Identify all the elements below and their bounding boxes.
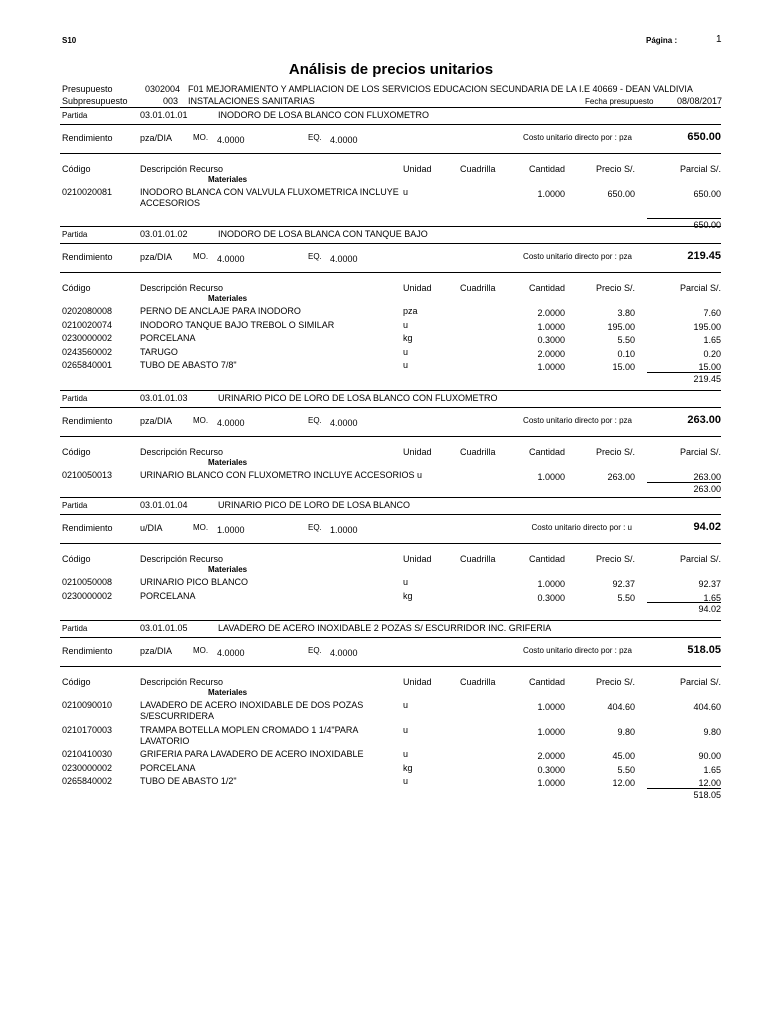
item-descripcion: PORCELANA	[140, 762, 196, 773]
partida-code: 03.01.01.01	[140, 110, 188, 120]
item-codigo: 0210410030	[62, 749, 113, 760]
partida-code: 03.01.01.03	[140, 393, 188, 403]
item-parcial: 195.00	[693, 321, 721, 332]
subtotal-rule	[647, 602, 721, 603]
partida-divider	[60, 407, 721, 408]
col-header-codigo: Código	[62, 554, 91, 564]
item-codigo: 0230000002	[62, 333, 113, 344]
partida-divider	[60, 514, 721, 515]
col-header-unidad: Unidad	[403, 554, 432, 564]
partida-top-rule	[60, 226, 721, 227]
col-header-cantidad: Cantidad	[528, 447, 565, 457]
mo-label: MO.	[193, 133, 209, 142]
rendimiento-label: Rendimiento	[62, 252, 113, 262]
eq-value: 4.0000	[330, 135, 358, 145]
rendimiento-label: Rendimiento	[62, 133, 113, 143]
item-descripcion-cont: ACCESORIOS	[140, 198, 201, 208]
partida-code: 03.01.01.02	[140, 229, 188, 239]
item-parcial: 650.00	[693, 189, 721, 199]
item-descripcion: TUBO DE ABASTO 7/8"	[140, 360, 237, 371]
item-precio: 404.60	[607, 702, 635, 712]
page-number: 1	[716, 34, 722, 45]
eq-value: 4.0000	[330, 254, 358, 264]
item-unidad: u	[403, 776, 409, 787]
mo-label: MO.	[193, 523, 209, 532]
item-parcial: 404.60	[693, 702, 721, 712]
item-codigo: 0210020081	[62, 187, 113, 197]
partida-name: INODORO DE LOSA BLANCA CON TANQUE BAJO	[218, 229, 428, 239]
subtotal-rule	[647, 788, 721, 789]
materiales-heading: Materiales	[208, 688, 248, 697]
item-descripcion: INODORO BLANCA CON VALVULA FLUXOMETRICA INCLUYE	[140, 187, 399, 197]
subtotal-value: 219.45	[693, 374, 721, 384]
partida-label: Partida	[62, 394, 88, 403]
item-cantidad: 2.0000	[537, 348, 565, 359]
col-header-cuadrilla: Cuadrilla	[460, 677, 496, 687]
mo-value: 4.0000	[217, 135, 245, 145]
eq-label: EQ.	[308, 133, 322, 142]
mo-label: MO.	[193, 416, 209, 425]
item-precio: 9.80	[617, 726, 635, 737]
partida-code: 03.01.01.05	[140, 623, 188, 633]
partida-top-rule	[60, 107, 721, 108]
col-header-descripcion: Descripción Recurso	[140, 164, 224, 174]
subpresupuesto-code: 003	[163, 96, 179, 106]
rendimiento-divider	[60, 543, 721, 544]
item-unidad: pza	[403, 306, 418, 316]
item-descripcion: TRAMPA BOTELLA MOPLEN CROMADO 1 1/4"PARA	[140, 724, 359, 735]
subtotal-value: 650.00	[693, 219, 721, 230]
costo-unitario-value: 650.00	[687, 131, 721, 143]
partida-label: Partida	[62, 501, 88, 510]
item-cantidad: 1.0000	[537, 726, 565, 737]
presupuesto-code: 0302004	[145, 84, 181, 94]
col-header-parcial: Parcial S/.	[679, 447, 721, 457]
item-codigo: 0265840002	[62, 776, 113, 787]
subtotal-rule	[647, 218, 721, 219]
rendimiento-divider	[60, 272, 721, 273]
materiales-heading: Materiales	[208, 458, 248, 467]
item-descripcion: PORCELANA	[140, 590, 196, 601]
col-header-parcial: Parcial S/.	[679, 164, 721, 174]
item-unidad: kg	[403, 333, 413, 344]
partida-label: Partida	[62, 111, 88, 120]
item-descripcion: TARUGO	[140, 346, 178, 357]
materiales-heading: Materiales	[208, 175, 248, 184]
item-precio: 650.00	[607, 189, 635, 199]
rendimiento-label: Rendimiento	[62, 523, 113, 533]
col-header-codigo: Código	[62, 283, 91, 293]
item-parcial: 1.65	[703, 335, 721, 346]
mo-label: MO.	[193, 252, 209, 261]
item-parcial: 0.20	[703, 348, 721, 359]
rendimiento-label: Rendimiento	[62, 646, 113, 656]
subtotal-value: 518.05	[693, 790, 721, 800]
col-header-codigo: Código	[62, 164, 91, 174]
item-codigo: 0210050013	[62, 470, 113, 480]
item-precio: 5.50	[617, 764, 635, 775]
col-header-cantidad: Cantidad	[528, 164, 565, 174]
report-code: S10	[62, 36, 77, 45]
col-header-unidad: Unidad	[403, 677, 432, 687]
partida-top-rule	[60, 390, 721, 391]
item-codigo: 0210020074	[62, 319, 113, 330]
item-unidad: u	[403, 749, 409, 760]
presupuesto-name: F01 MEJORAMIENTO Y AMPLIACION DE LOS SERVICIOS EDUCACION SECUNDARIA DE LA I.E 40669 - DEAN VALDIVIA	[188, 84, 693, 94]
item-descripcion: TUBO DE ABASTO 1/2"	[140, 776, 237, 787]
item-cantidad: 1.0000	[537, 472, 565, 482]
item-codigo: 0230000002	[62, 762, 113, 773]
col-header-precio: Precio S/.	[595, 164, 635, 174]
item-parcial: 263.00	[693, 472, 721, 482]
item-descripcion: LAVADERO DE ACERO INOXIDABLE DE DOS POZAS	[140, 700, 364, 710]
rendimiento-divider	[60, 153, 721, 154]
col-header-cuadrilla: Cuadrilla	[460, 283, 496, 293]
item-cantidad: 1.0000	[537, 702, 565, 712]
item-codigo: 0210090010	[62, 700, 113, 710]
mo-value: 1.0000	[217, 525, 245, 535]
item-unidad: u	[403, 724, 409, 735]
item-parcial: 7.60	[703, 308, 721, 318]
col-header-codigo: Código	[62, 677, 91, 687]
item-descripcion: INODORO TANQUE BAJO TREBOL O SIMILAR	[140, 319, 335, 330]
partida-code: 03.01.01.04	[140, 500, 188, 510]
item-precio: 92.37	[612, 579, 635, 589]
item-precio: 3.80	[617, 308, 635, 318]
col-header-descripcion: Descripción Recurso	[140, 554, 224, 564]
eq-value: 4.0000	[330, 418, 358, 428]
item-precio: 45.00	[612, 751, 635, 762]
item-parcial: 1.65	[703, 592, 721, 603]
materiales-heading: Materiales	[208, 294, 248, 303]
rendimiento-label: Rendimiento	[62, 416, 113, 426]
eq-label: EQ.	[308, 252, 322, 261]
rendimiento-unit: pza/DIA	[140, 646, 173, 656]
item-cantidad: 1.0000	[537, 362, 565, 373]
col-header-unidad: Unidad	[403, 447, 432, 457]
rendimiento-unit: pza/DIA	[140, 416, 173, 426]
item-cantidad: 2.0000	[537, 751, 565, 762]
item-descripcion: URINARIO BLANCO CON FLUXOMETRO INCLUYE ACCESORIOS u	[140, 470, 423, 480]
item-parcial: 90.00	[698, 751, 721, 762]
col-header-precio: Precio S/.	[595, 677, 635, 687]
item-codigo: 0243560002	[62, 346, 113, 357]
item-descripcion-cont: S/ESCURRIDERA	[140, 711, 215, 721]
col-header-descripcion: Descripción Recurso	[140, 677, 224, 687]
item-unidad: u	[403, 187, 409, 197]
item-codigo: 0202080008	[62, 306, 113, 316]
item-descripcion-cont: LAVATORIO	[140, 735, 190, 746]
col-header-codigo: Código	[62, 447, 91, 457]
col-header-cuadrilla: Cuadrilla	[460, 554, 496, 564]
item-cantidad: 1.0000	[537, 189, 565, 199]
costo-unitario-label: Costo unitario directo por : pza	[523, 646, 632, 655]
fecha-value: 08/08/2017	[677, 96, 723, 106]
costo-unitario-label: Costo unitario directo por : pza	[523, 416, 632, 425]
col-header-precio: Precio S/.	[595, 554, 635, 564]
presupuesto-label: Presupuesto	[62, 84, 113, 94]
partida-name: LAVADERO DE ACERO INOXIDABLE 2 POZAS S/ ESCURRIDOR INC. GRIFERIA	[218, 623, 552, 633]
rendimiento-divider	[60, 436, 721, 437]
item-unidad: kg	[403, 590, 413, 601]
eq-value: 1.0000	[330, 525, 358, 535]
partida-label: Partida	[62, 230, 88, 239]
item-cantidad: 0.3000	[537, 592, 565, 603]
item-precio: 263.00	[607, 472, 635, 482]
eq-label: EQ.	[308, 646, 322, 655]
col-header-unidad: Unidad	[403, 164, 432, 174]
item-parcial: 15.00	[698, 362, 721, 373]
partida-name: URINARIO PICO DE LORO DE LOSA BLANCO	[218, 500, 411, 510]
col-header-parcial: Parcial S/.	[679, 554, 721, 564]
rendimiento-unit: u/DIA	[140, 523, 163, 533]
costo-unitario-value: 518.05	[687, 644, 721, 656]
partida-name: URINARIO PICO DE LORO DE LOSA BLANCO CON FLUXOMETRO	[218, 393, 498, 403]
col-header-descripcion: Descripción Recurso	[140, 283, 224, 293]
col-header-parcial: Parcial S/.	[679, 283, 721, 293]
costo-unitario-value: 263.00	[687, 414, 721, 426]
partida-divider	[60, 637, 721, 638]
item-unidad: u	[403, 319, 409, 330]
item-precio: 12.00	[612, 778, 635, 789]
item-cantidad: 0.3000	[537, 335, 565, 346]
item-precio: 5.50	[617, 335, 635, 346]
item-codigo: 0265840001	[62, 360, 113, 371]
page-label: Página :	[646, 36, 678, 45]
col-header-precio: Precio S/.	[595, 283, 635, 293]
subtotal-rule	[647, 482, 721, 483]
col-header-parcial: Parcial S/.	[679, 677, 721, 687]
eq-value: 4.0000	[330, 648, 358, 658]
item-parcial: 92.37	[698, 579, 721, 589]
col-header-cuadrilla: Cuadrilla	[460, 447, 496, 457]
item-codigo: 0230000002	[62, 590, 113, 601]
subtotal-rule	[647, 372, 721, 373]
costo-unitario-value: 219.45	[687, 250, 721, 262]
item-cantidad: 0.3000	[537, 764, 565, 775]
col-header-cantidad: Cantidad	[528, 677, 565, 687]
item-parcial: 1.65	[703, 764, 721, 775]
item-codigo: 0210170003	[62, 724, 113, 735]
item-precio: 195.00	[607, 321, 635, 332]
partida-name: INODORO DE LOSA BLANCO CON FLUXOMETRO	[218, 110, 430, 120]
fecha-label: Fecha presupuesto	[585, 97, 654, 106]
item-descripcion: URINARIO PICO BLANCO	[140, 577, 249, 587]
mo-value: 4.0000	[217, 648, 245, 658]
subpresupuesto-label: Subpresupuesto	[62, 96, 128, 106]
rendimiento-divider	[60, 666, 721, 667]
costo-unitario-value: 94.02	[693, 521, 721, 533]
subtotal-value: 94.02	[698, 604, 721, 615]
item-unidad: u	[403, 700, 409, 710]
col-header-cantidad: Cantidad	[528, 554, 565, 564]
item-unidad: u	[403, 346, 409, 357]
item-descripcion: GRIFERIA PARA LAVADERO DE ACERO INOXIDABLE	[140, 749, 364, 760]
subpresupuesto-name: INSTALACIONES SANITARIAS	[188, 96, 315, 106]
partida-top-rule	[60, 497, 721, 498]
eq-label: EQ.	[308, 523, 322, 532]
item-unidad: kg	[403, 762, 413, 773]
item-cantidad: 1.0000	[537, 778, 565, 789]
partida-top-rule	[60, 620, 721, 621]
item-precio: 15.00	[612, 362, 635, 373]
item-parcial: 9.80	[703, 726, 721, 737]
item-descripcion: PORCELANA	[140, 333, 196, 344]
item-descripcion: PERNO DE ANCLAJE PARA INODORO	[140, 306, 301, 316]
rendimiento-unit: pza/DIA	[140, 133, 173, 143]
item-precio: 5.50	[617, 592, 635, 603]
col-header-descripcion: Descripción Recurso	[140, 447, 224, 457]
partida-divider	[60, 243, 721, 244]
mo-value: 4.0000	[217, 254, 245, 264]
partida-label: Partida	[62, 624, 88, 633]
materiales-heading: Materiales	[208, 565, 248, 574]
mo-label: MO.	[193, 646, 209, 655]
item-parcial: 12.00	[698, 778, 721, 789]
item-cantidad: 1.0000	[537, 321, 565, 332]
item-unidad: u	[403, 577, 409, 587]
col-header-cuadrilla: Cuadrilla	[460, 164, 496, 174]
eq-label: EQ.	[308, 416, 322, 425]
col-header-unidad: Unidad	[403, 283, 432, 293]
subtotal-value: 263.00	[693, 483, 721, 494]
costo-unitario-label: Costo unitario directo por : pza	[523, 133, 632, 142]
item-cantidad: 2.0000	[537, 308, 565, 318]
col-header-precio: Precio S/.	[595, 447, 635, 457]
col-header-cantidad: Cantidad	[528, 283, 565, 293]
rendimiento-unit: pza/DIA	[140, 252, 173, 262]
item-precio: 0.10	[617, 348, 635, 359]
partida-divider	[60, 124, 721, 125]
page-title: Análisis de precios unitarios	[288, 61, 494, 78]
mo-value: 4.0000	[217, 418, 245, 428]
item-unidad: u	[403, 360, 409, 371]
costo-unitario-label: Costo unitario directo por : u	[531, 523, 632, 532]
costo-unitario-label: Costo unitario directo por : pza	[523, 252, 632, 261]
item-codigo: 0210050008	[62, 577, 113, 587]
item-cantidad: 1.0000	[537, 579, 565, 589]
